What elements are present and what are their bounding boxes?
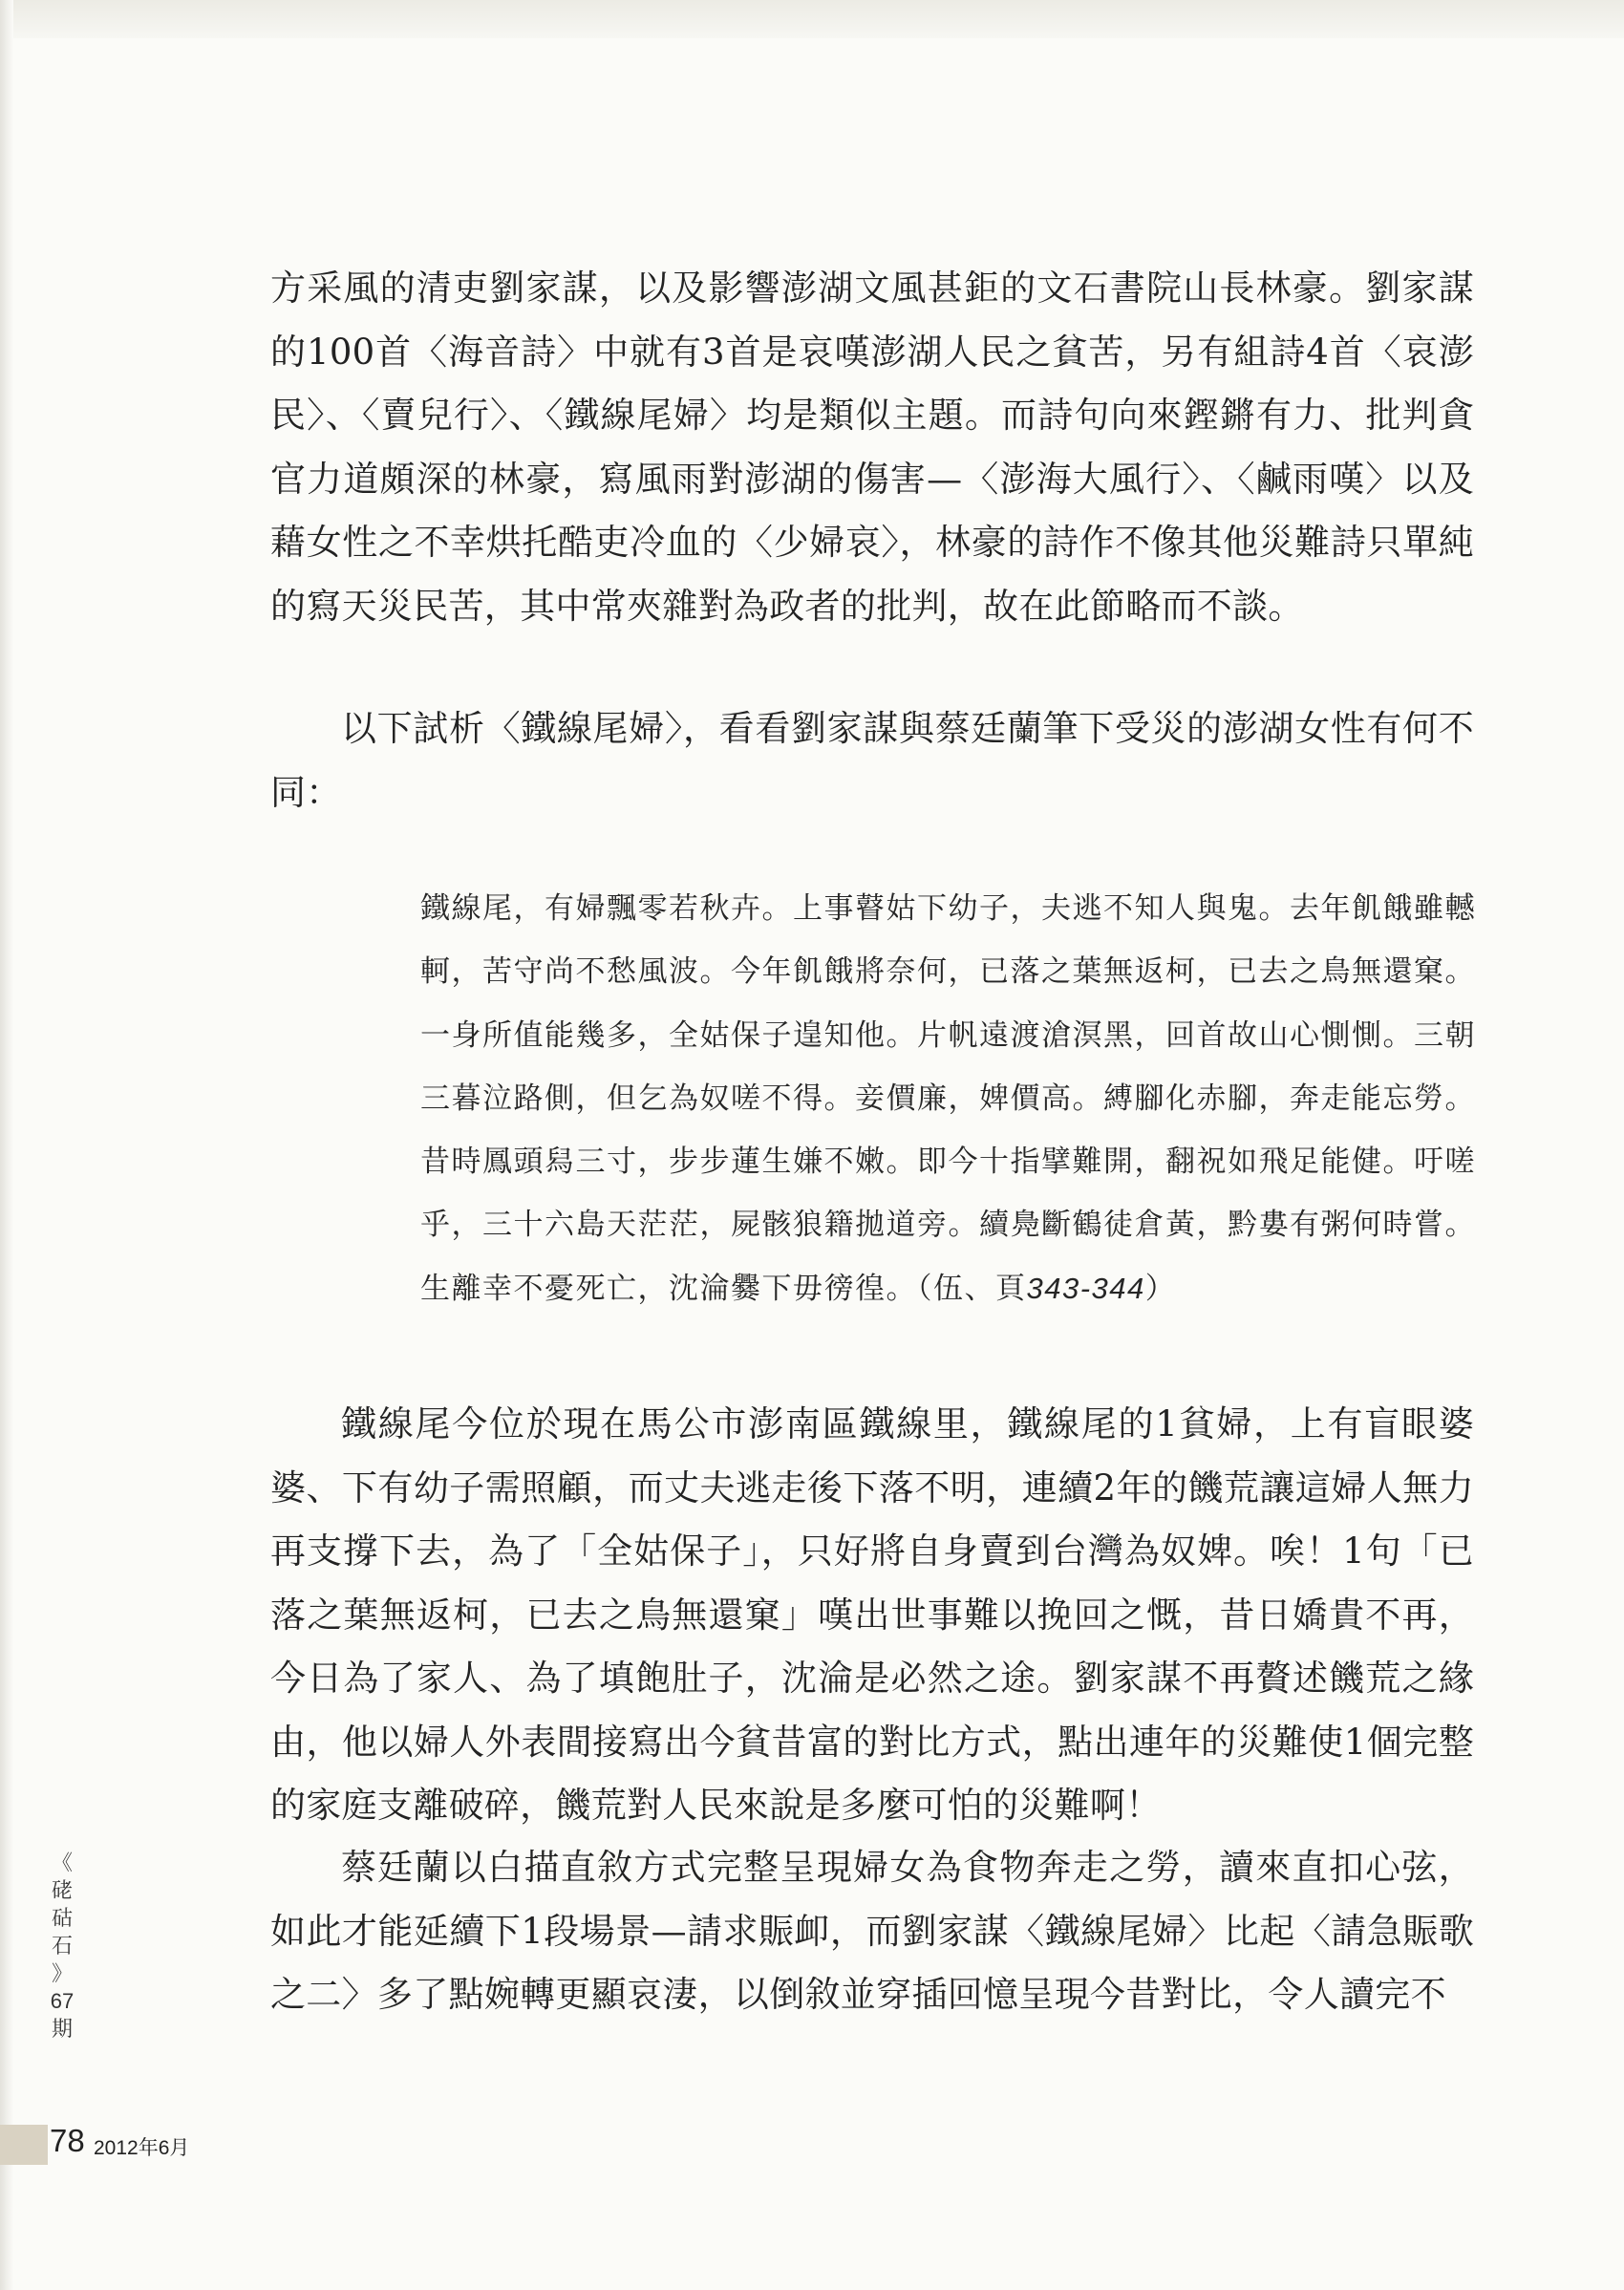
citation-suffix: ）	[1144, 1271, 1177, 1305]
journal-title-vertical	[43, 1849, 81, 2043]
poem-text: 鐵線尾，有婦飄零若秋卉。上事瞽姑下幼子，夫逃不知人與鬼。去年飢餓雖轗軻，苦守尚不愁風波。今年飢餓將奈何，已落之葉無返柯，已去之鳥無還窠。一身所值能幾多，全姑保子遑知他。片帆遠渡滄溟黑，回首故山心惻惻。三朝三暮泣路側，但乞為奴嗟不得。妾價廉，婢價高。縛腳化赤腳，奔走能忘勞。昔時鳳頭舄三寸，步步蓮生嫌不嫩。即今十指擘難開，翻祝如飛足能健。吁嗟乎，三十六島天茫茫，屍骸狼籍拋道旁。續鳧斷鶴徒倉黃，黔婁有粥何時嘗。生離幸不憂死亡，沈淪爨下毋徬徨。	[420, 891, 1476, 1306]
page-number: 78	[50, 2123, 85, 2158]
poem-citation	[917, 1272, 1176, 1305]
issue-date: 2012年6月	[94, 2137, 190, 2159]
issue-unit: 期	[51, 2017, 73, 2041]
journal-bracket-close: 》	[51, 1961, 73, 1985]
journal-char-3: 石	[51, 1934, 73, 1958]
body-paragraph-2: 以下試析〈鐵線尾婦〉，看看劉家謀與蔡廷蘭筆下受災的澎湖女性有何不同：	[270, 708, 1474, 813]
footer-tab	[0, 2125, 48, 2165]
citation-prefix: （伍、頁	[917, 1271, 1027, 1305]
issue-number: 67	[50, 1989, 75, 2013]
journal-bracket-open: 《	[51, 1851, 73, 1874]
journal-char-1: 硓	[51, 1878, 73, 1902]
journal-char-2: 𥑮	[51, 1906, 73, 1930]
body-paragraph-3: 鐵線尾今位於現在馬公市澎南區鐵線里，鐵線尾的1貧婦，上有盲眼婆婆、下有幼子需照顧，而丈夫逃走後下落不明，連續2年的饑荒讓這婦人無力再支撐下去，為了「全姑保子」，只好將自身賣到台灣為奴婢。唉！1句「已落之葉無返柯，已去之鳥無還窠」嘆出世事難以挽回之慨，昔日嬌貴不再，今日為了家人、為了填飽肚子，沈淪是必然之途。劉家謀不再贅述饑荒之緣由，他以婦人外表間接寫出今貧昔富的對比方式，點出連年的災難使1個完整的家庭支離破碎，饑荒對人民來說是多麼可怕的災難啊！	[270, 1403, 1474, 1826]
citation-pages: 343-344	[1026, 1271, 1145, 1305]
poem-block	[420, 877, 1476, 1320]
scan-left-edge	[0, 0, 13, 2290]
body-paragraph-4: 蔡廷蘭以白描直敘方式完整呈現婦女為食物奔走之勞，讀來直扣心弦，如此才能延續下1段場景—請求賑卹，而劉家謀〈鐵線尾婦〉比起〈請急賑歌之二〉多了點婉轉更顯哀淒，以倒敘並穿插回憶呈現今昔對比，令人讀完不	[270, 1847, 1474, 2015]
body-paragraph-1: 方采風的清吏劉家謀，以及影響澎湖文風甚鉅的文石書院山長林豪。劉家謀的100首〈海音詩〉中就有3首是哀嘆澎湖人民之貧苦，另有組詩4首〈哀澎民〉、〈賣兒行〉、〈鐵線尾婦〉均是類似主題。而詩句向來鏗鏘有力、批判貪官力道頗深的林豪，寫風雨對澎湖的傷害—〈澎海大風行〉、〈鹹雨嘆〉以及藉女性之不幸烘托酷吏冷血的〈少婦哀〉，林豪的詩作不像其他災難詩只單純的寫天災民苦，其中常夾雜對為政者的批判，故在此節略而不談。	[270, 268, 1474, 627]
scan-top-band	[0, 0, 1624, 38]
